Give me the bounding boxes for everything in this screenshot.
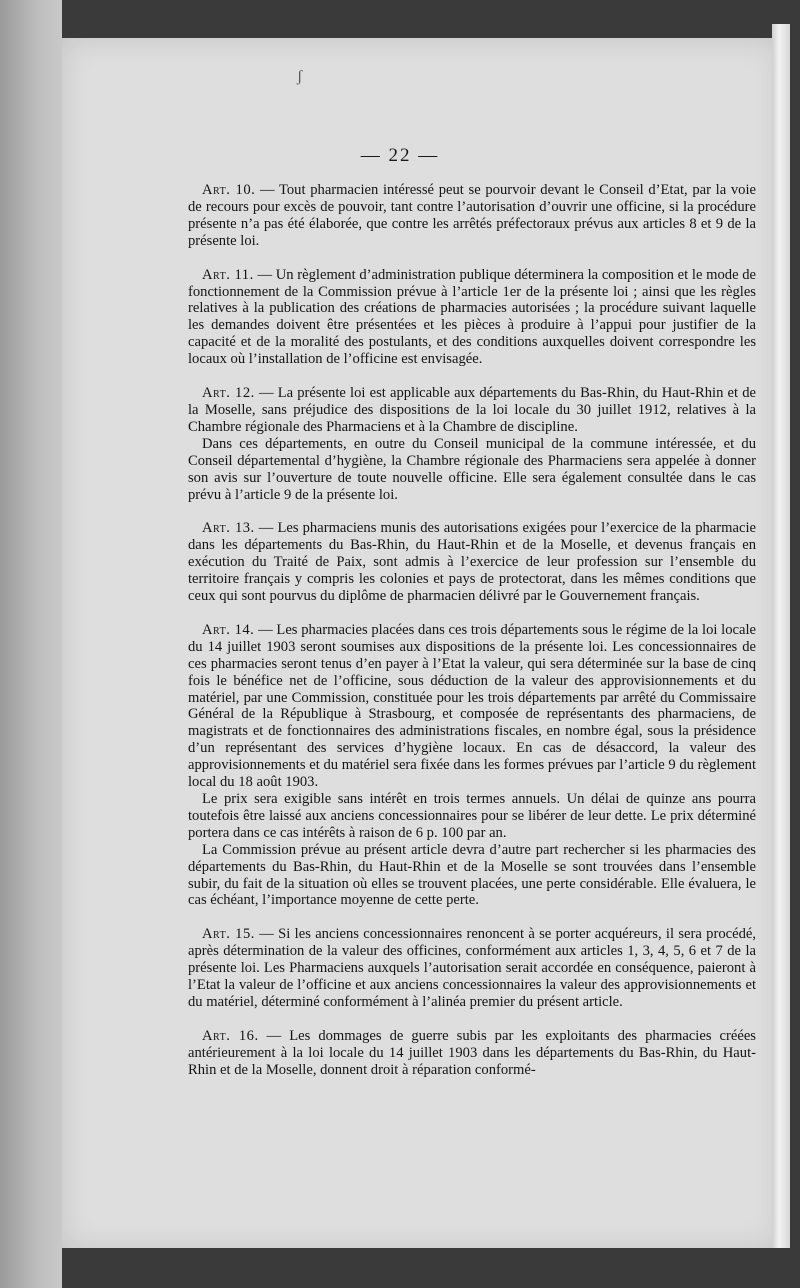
article-text: — Tout pharmacien intéressé peut se pourvoir devant le Conseil d’Etat, par la voie de recours pour excès de pouvoir, tant contre l’autorisation d’ouvrir une officine, si la procédure présente n’a pas été élaborée, que contre les arrêtés préfectoraux prévus aux articles 8 et 9 de la présente loi.	[188, 182, 756, 249]
pencil-mark: ʃ	[297, 68, 303, 85]
article-15	[188, 926, 756, 1011]
article-label: Art. 13.	[202, 520, 255, 537]
article-paragraph: La Commission prévue au présent article devra d’autre part rechercher si les pharmacies des départements du Bas-Rhin, du Haut-Rhin et de la Moselle se sont trouvées dans l’ensemble subir, du fait de la situation où elles se trouvent placées, une perte considérable. Elle évaluera, le cas échéant, l’importance moyenne de cette perte.	[188, 841, 756, 909]
article-14	[188, 622, 756, 909]
article-paragraph: Dans ces départements, en outre du Conseil municipal de la commune intéressée, et du Conseil départemental d’hygiène, la Chambre régionale des Pharmaciens sera appelée à donner son avis sur l’ouverture de toute nouvelle officine. Elle sera également consultée dans le cas prévu à l’article 9 de la présente loi.	[188, 435, 756, 503]
article-10	[188, 182, 756, 250]
article-paragraph: Le prix sera exigible sans intérêt en trois termes annuels. Un délai de quinze ans pourra toutefois être laissé aux anciens concessionnaires pour se libérer de leur dette. Le prix déterminé portera dans ce cas intérêts à raison de 6 p. 100 par an.	[188, 791, 756, 841]
article-label: Art. 16.	[202, 1027, 259, 1044]
article-13	[188, 520, 756, 605]
article-text: — La présente loi est applicable aux départements du Bas-Rhin, du Haut-Rhin et de la Moselle, sans préjudice des dispositions de la loi locale du 30 juillet 1912, relatives à la Chambre régionale des Pharmaciens et à la Chambre de discipline.	[188, 385, 757, 435]
article-text: — Les dommages de guerre subis par les exploitants des pharmacies créées antérieurement à la loi locale du 14 juillet 1903 dans les départements du Bas-Rhin, du Haut-Rhin et de la Moselle, donnent droit à réparation conformé-	[188, 1027, 756, 1078]
article-16	[188, 1028, 756, 1079]
article-12	[188, 385, 756, 503]
article-label: Art. 10.	[202, 182, 256, 198]
page-number: — 22 —	[360, 145, 440, 166]
article-11	[188, 267, 756, 368]
scan-background-bottom	[62, 1248, 792, 1288]
article-text: — Un règlement d’administration publique déterminera la composition et le mode de fonctionnement de la Commission prévue à l’article 1er de la présente loi ; ainsi que les règles relatives à la publication des créations de pharmacies autorisées ; la procédure suivant laquelle les demandes doivent être présentées et les pièces à produire à l’appui pour justifier de la capacité et de la moralité des postulants, et des conditions auxquelles doivent correspondre les locaux où l’installation de l’officine est envisagée.	[188, 266, 757, 368]
article-text: — Les pharmacies placées dans ces trois départements sous le régime de la loi locale du 14 juillet 1903 seront soumises aux dispositions de la présente loi. Les concessionnaires de ces pharmacies seront tenus d’en payer à l’Etat la valeur, qui sera déterminée sur la base de cinq fois le bénéfice net de l’officine, sous déduction de la valeur des approvisionnements et du matériel, par une Commission, constituée pour les trois départements par arrêté du Commissaire Général de la République à Strasbourg, et composée de représentants des pharmaciens, de magistrats et de fonctionnaires des administrations fiscales, en nombre égal, sous la présidence d’un représentant des services d’hygiène locaux. En cas de désaccord, la valeur des approvisionnements et du matériel sera fixée dans les formes prévues par l’article 9 du règlement local du 18 août 1903.	[188, 621, 756, 791]
article-text: — Les pharmaciens munis des autorisations exigées pour l’exercice de la pharmacie dans les départements du Bas-Rhin, du Haut-Rhin et de la Moselle, et devenus français en exécution du Traité de Paix, sont admis à l’exercice de leur profession sur l’ensemble du territoire français y compris les colonies et pays de protectorat, dans les mêmes conditions que ceux qui sont pourvus du diplôme de pharmacien délivré par le Gouvernement français.	[188, 520, 756, 605]
article-label: Art. 14.	[202, 621, 255, 638]
page-spine	[772, 24, 790, 1254]
article-label: Art. 15.	[202, 926, 255, 943]
article-text: — Si les anciens concessionnaires renoncent à se porter acquéreurs, il sera procédé, après détermination de la valeur des officines, conformément aux articles 1, 3, 4, 5, 6 et 7 de la présente loi. Les Pharmaciens auxquels l’autorisation serait accordée en conséquence, paieront à l’Etat la valeur de l’officine et aux anciens concessionnaires la valeur des approvisionnements et du matériel, déterminé conformément à l’alinéa premier du présent article.	[188, 926, 756, 1010]
document-body	[188, 182, 756, 1079]
article-label: Art. 12.	[202, 385, 255, 402]
scan-background-left	[0, 0, 62, 1288]
article-label: Art. 11.	[202, 266, 254, 283]
